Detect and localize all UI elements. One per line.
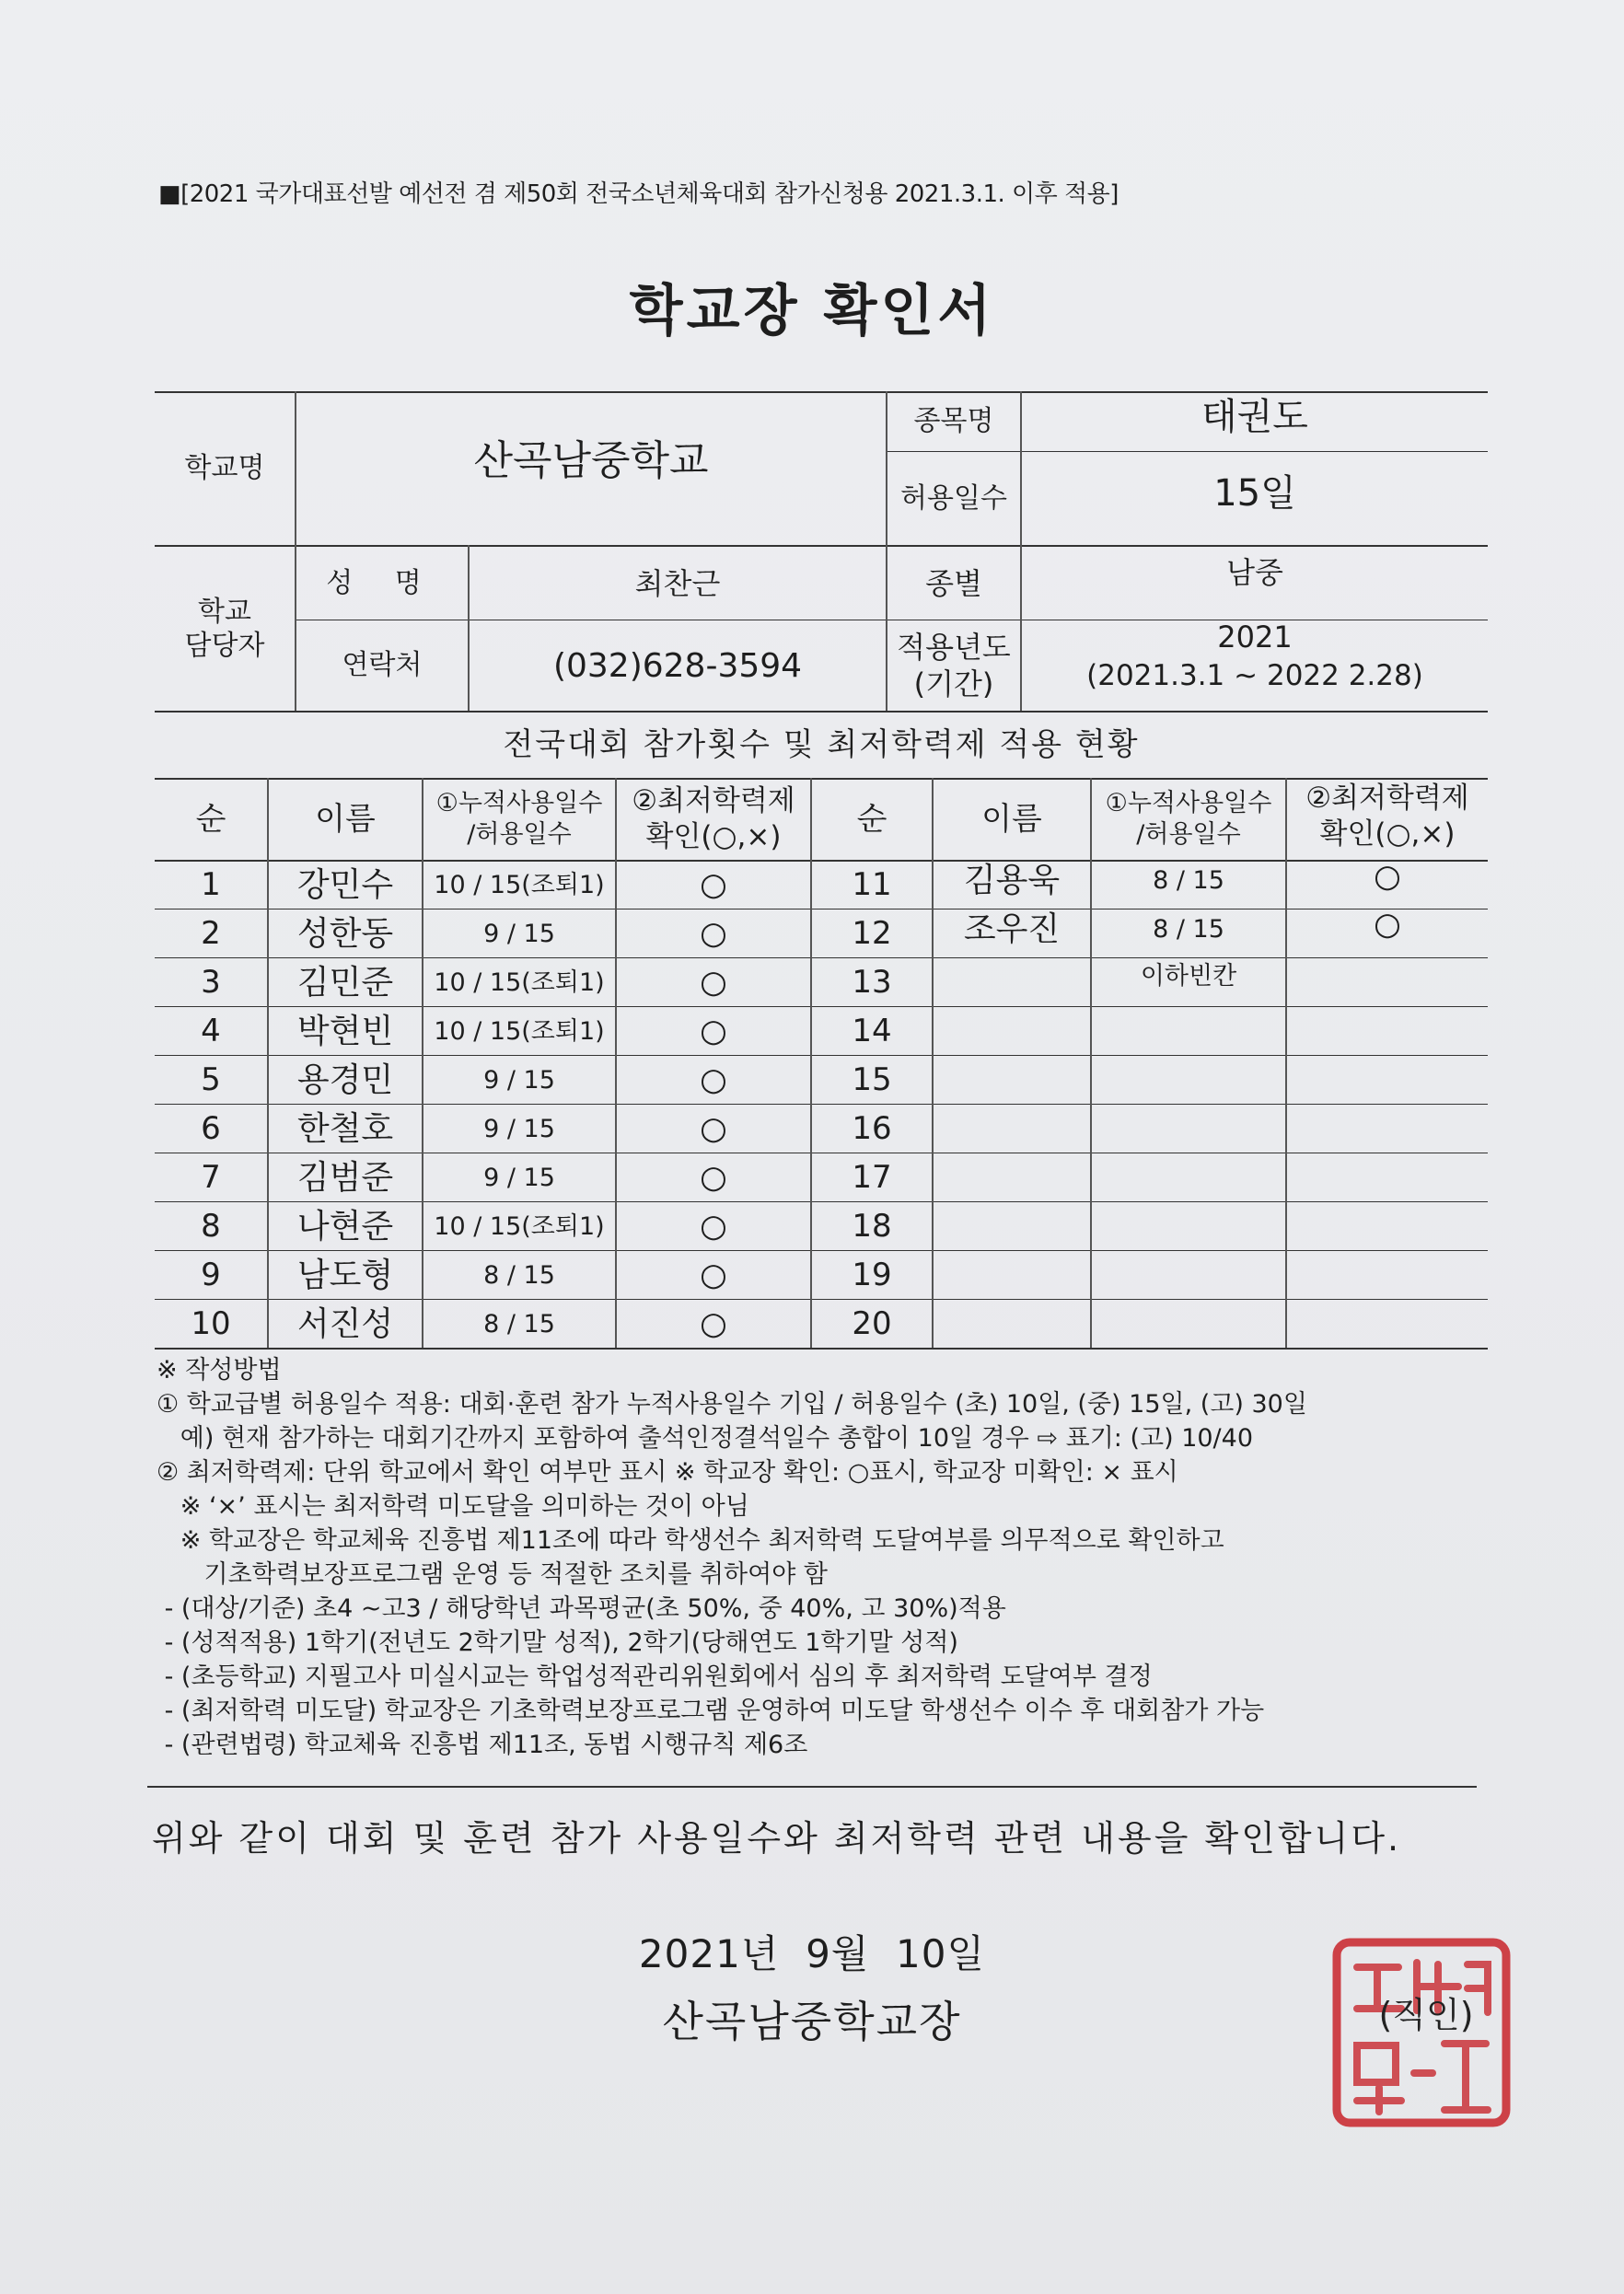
header-no: 순 bbox=[195, 800, 226, 838]
row-usage: 10 / 15(조퇴1) bbox=[434, 1211, 605, 1241]
note-line: - (관련법령) 학교체육 진흥법 제11조, 동법 시행규칙 제6조 bbox=[157, 1731, 808, 1759]
note-line: ② 최저학력제: 단위 학교에서 확인 여부만 표시 ※ 학교장 확인: ○표시, 학교장 미확인: × 표시 bbox=[157, 1458, 1178, 1487]
row-no: 11 bbox=[852, 866, 892, 904]
notes-bottom-rule bbox=[147, 1786, 1477, 1788]
row-usage: 8 / 15 bbox=[483, 1309, 555, 1338]
row-check: ○ bbox=[700, 1110, 727, 1148]
row-no: 2 bbox=[201, 915, 221, 953]
allowed-days-value: 15일 bbox=[1213, 472, 1296, 515]
category-value: 남중 bbox=[1226, 554, 1283, 590]
row-no: 5 bbox=[201, 1061, 221, 1099]
row-name: 박현빈 bbox=[296, 1013, 394, 1050]
row-check bbox=[1287, 958, 1488, 1007]
row-check: ○ bbox=[700, 1013, 727, 1050]
school-name-label: 학교명 bbox=[184, 451, 265, 484]
row-name: 나현준 bbox=[296, 1208, 394, 1245]
row-check: ○ bbox=[700, 1257, 727, 1294]
row-no: 7 bbox=[201, 1159, 221, 1197]
issue-date: 2021년 9월 10일 bbox=[638, 1931, 986, 1976]
row-no: 17 bbox=[852, 1159, 892, 1197]
period-value: (2021.3.1 ~ 2022 2.28) bbox=[1086, 658, 1423, 692]
row-no: 14 bbox=[852, 1013, 892, 1050]
row-check: ○ bbox=[700, 866, 727, 904]
header-no: 순 bbox=[856, 800, 887, 838]
row-check: ○ bbox=[700, 915, 727, 953]
instructions bbox=[157, 1353, 1482, 1762]
row-usage: 9 / 15 bbox=[483, 919, 555, 948]
contact-label: 연락처 bbox=[342, 649, 423, 682]
row-check: ○ bbox=[1374, 858, 1401, 896]
row-name: 김민준 bbox=[296, 964, 394, 1002]
year-label: 적용년도 (기간) bbox=[897, 630, 1011, 701]
header-name: 이름 bbox=[981, 800, 1042, 838]
name-label: 성 명 bbox=[326, 566, 438, 599]
contact-value: (032)628-3594 bbox=[552, 646, 803, 685]
row-name: 강민수 bbox=[296, 866, 394, 904]
note-line: ※ ‘×’ 표시는 최저학력 미도달을 의미하는 것이 아님 bbox=[157, 1492, 749, 1521]
row-usage: 10 / 15(조퇴1) bbox=[434, 1016, 605, 1046]
note-line: - (초등학교) 지필고사 미실시교는 학업성적관리위원회에서 심의 후 최저학력 도달여부 결정 bbox=[157, 1663, 1153, 1691]
header-check: ②최저학력제 확인(○,×) bbox=[632, 784, 795, 853]
row-name bbox=[934, 958, 1090, 1007]
note-line: - (최저학력 미도달) 학교장은 기초학력보장프로그램 운영하여 미도달 학생선수 이수 후 대회참가 가능 bbox=[157, 1697, 1265, 1725]
row-check: ○ bbox=[1374, 906, 1401, 944]
row-check: ○ bbox=[700, 964, 727, 1002]
row-check: ○ bbox=[700, 1159, 727, 1197]
manager-label: 학교 담당자 bbox=[184, 595, 265, 662]
row-usage: 8 / 15 bbox=[1153, 865, 1224, 895]
note-line: ※ 작성방법 bbox=[157, 1356, 282, 1385]
row-usage: 9 / 15 bbox=[483, 1163, 555, 1192]
row-no: 10 bbox=[191, 1305, 231, 1343]
year-value: 2021 bbox=[1217, 620, 1293, 655]
row-no: 6 bbox=[201, 1110, 221, 1148]
document-title: 학교장 확인서 bbox=[629, 279, 995, 343]
seal-label: (직인) bbox=[1378, 1995, 1474, 2035]
header-name: 이름 bbox=[315, 800, 376, 838]
confirmation-text: 위와 같이 대회 및 훈련 참가 사용일수와 최저학력 관련 내용을 확인합니다. bbox=[152, 1818, 1402, 1859]
principal-title: 산곡남중학교장 bbox=[662, 1997, 962, 2046]
note-line: ※ 학교장은 학교체육 진흥법 제11조에 따라 학생선수 최저학력 도달여부를 의무적으로 확인하고 bbox=[157, 1526, 1224, 1555]
header-note: ■[2021 국가대표선발 예선전 겸 제50회 전국소년체육대회 참가신청용 2021.3.1. 이후 적용] bbox=[158, 180, 1119, 208]
header-usage: ①누적사용일수 /허용일수 bbox=[435, 789, 603, 849]
name-value: 최찬근 bbox=[634, 565, 721, 601]
section-title: 전국대회 참가횟수 및 최저학력제 적용 현황 bbox=[503, 725, 1140, 763]
sport-label: 종목명 bbox=[913, 404, 994, 437]
note-line: - (대상/기준) 초4 ~고3 / 해당학년 과목평균(초 50%, 중 40%, 고 30%)적용 bbox=[157, 1594, 1006, 1623]
row-name: 남도형 bbox=[296, 1257, 394, 1294]
row-usage: 8 / 15 bbox=[483, 1260, 555, 1290]
header-usage: ①누적사용일수 /허용일수 bbox=[1105, 789, 1272, 849]
row-no: 20 bbox=[852, 1305, 892, 1343]
row-name: 김범준 bbox=[296, 1159, 394, 1197]
row-no: 4 bbox=[201, 1013, 221, 1050]
allowed-days-label: 허용일수 bbox=[900, 481, 1007, 515]
row-name: 조우진 bbox=[963, 910, 1061, 948]
row-no: 8 bbox=[201, 1208, 221, 1245]
header-check: ②최저학력제 확인(○,×) bbox=[1305, 782, 1469, 851]
row-name: 서진성 bbox=[296, 1305, 394, 1343]
note-line: 예) 현재 참가하는 대회기간까지 포함하여 출석인정결석일수 총합이 10일 경우 ⇨ 표기: (고) 10/40 bbox=[157, 1424, 1254, 1453]
row-usage: 10 / 15(조퇴1) bbox=[434, 870, 605, 899]
row-no: 15 bbox=[852, 1061, 892, 1099]
row-name: 성한동 bbox=[296, 915, 394, 953]
row-usage: 10 / 15(조퇴1) bbox=[434, 967, 605, 997]
note-line: 기초학력보장프로그램 운영 등 적절한 조치를 취하여야 함 bbox=[157, 1560, 828, 1589]
row-name: 한철호 bbox=[296, 1110, 394, 1148]
sport-value: 태권도 bbox=[1201, 395, 1308, 438]
row-name: 용경민 bbox=[296, 1061, 394, 1099]
row-check: ○ bbox=[700, 1061, 727, 1099]
row-usage: 9 / 15 bbox=[483, 1114, 555, 1143]
row-name: 김용욱 bbox=[963, 862, 1061, 899]
row-check: ○ bbox=[700, 1208, 727, 1245]
school-name-value: 산곡남중학교 bbox=[473, 436, 709, 484]
row-no: 3 bbox=[201, 964, 221, 1002]
row-check: ○ bbox=[700, 1305, 727, 1343]
row-no: 1 bbox=[201, 866, 221, 904]
category-label: 종별 bbox=[925, 565, 982, 601]
note-line: - (성적적용) 1학기(전년도 2학기말 성적), 2학기(당해연도 1학기말 성적) bbox=[157, 1628, 958, 1657]
row-no: 12 bbox=[852, 915, 892, 953]
row-usage: 이하빈칸 bbox=[1140, 961, 1237, 991]
row-no: 19 bbox=[852, 1257, 892, 1294]
row-no: 16 bbox=[852, 1110, 892, 1148]
row-no: 9 bbox=[201, 1257, 221, 1294]
official-seal bbox=[1329, 1935, 1514, 2130]
row-usage: 8 / 15 bbox=[1153, 914, 1224, 944]
row-usage: 9 / 15 bbox=[483, 1065, 555, 1095]
row-no: 13 bbox=[852, 964, 892, 1002]
row-no: 18 bbox=[852, 1208, 892, 1245]
note-line: ① 학교급별 허용일수 적용: 대회·훈련 참가 누적사용일수 기입 / 허용일수 (초) 10일, (중) 15일, (고) 30일 bbox=[157, 1390, 1307, 1419]
